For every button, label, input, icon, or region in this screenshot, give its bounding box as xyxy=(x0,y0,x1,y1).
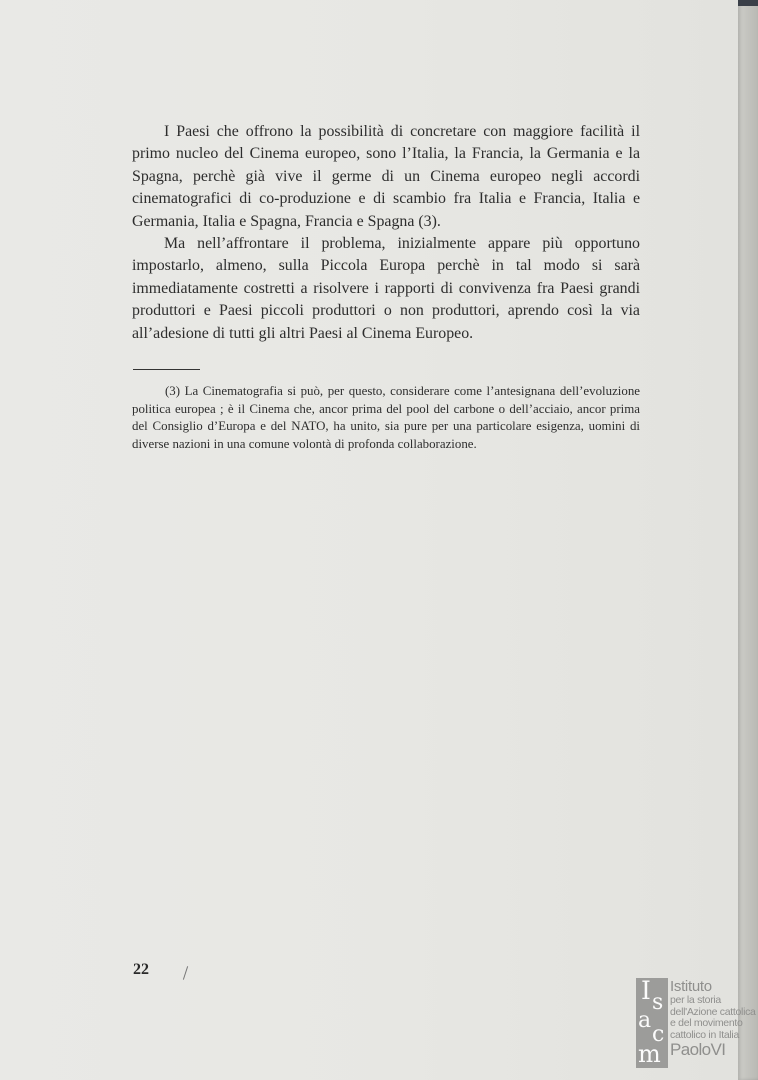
pencil-mark xyxy=(183,966,188,980)
paragraph-2: Ma nell’affrontare il problema, inizialmente appare più opportuno impostarlo, almeno, sulla Piccola Europa perchè in tal modo si sarà immediatamente costretti a risolvere i rapporti di convivenza fra Paesi grandi produttori e Paesi piccoli produttori o non produttori, aprendo così la via all’adesione di tutti gli altri Paesi al Cinema Europeo. xyxy=(132,235,640,342)
logo-letter-a: a xyxy=(638,1008,652,1033)
logo-letter-s: s xyxy=(652,990,664,1015)
paragraph-1: I Paesi che offrono la possibilità di concretare con maggiore facilità il primo nucleo del Cinema europeo, sono l’Italia, la Francia, la Germania e la Spagna, perchè già vive il germe di un Cinema europeo negli accordi cinematografici di co-produzione e di scambio fra Italia e Francia, Italia e Germania, Italia e Spagna, Francia e Spagna (3). xyxy=(132,123,640,230)
footnote xyxy=(132,383,640,453)
logo-line-1: per la storia xyxy=(670,994,721,1006)
logo-line-4: cattolico in Italia xyxy=(670,1028,740,1041)
logo-letter-m: m xyxy=(638,1040,661,1068)
body-text xyxy=(132,121,640,345)
logo-line-2: dell'Azione cattolica xyxy=(670,1005,756,1018)
watermark-logo xyxy=(636,978,758,1070)
logo-signature: PaoloVI xyxy=(670,1040,726,1060)
page-number: 22 xyxy=(133,961,149,978)
logo-monogram xyxy=(636,978,668,1068)
logo-title: Istituto xyxy=(670,978,712,995)
corner-mark xyxy=(738,0,758,6)
logo-text xyxy=(670,978,756,1059)
logo-letter-i: I xyxy=(641,976,651,1005)
logo-line-3: e del movimento xyxy=(670,1017,743,1030)
footnote-separator xyxy=(133,369,200,370)
book-binding-edge xyxy=(738,0,758,1080)
footnote-text: (3) La Cinematografia si può, per questo, considerare come l’antesignana dell’evoluzione politica europea ; è il Cinema che, ancor prima del pool del carbone o dell’acciaio, ancor prima del Consiglio d’Europa e del NATO, ha unito, sia pure per una particolare esigenza, uomini di diverse nazioni in una comune volontà di profonda collaborazione. xyxy=(132,384,640,451)
logo-letter-c: c xyxy=(652,1022,665,1047)
